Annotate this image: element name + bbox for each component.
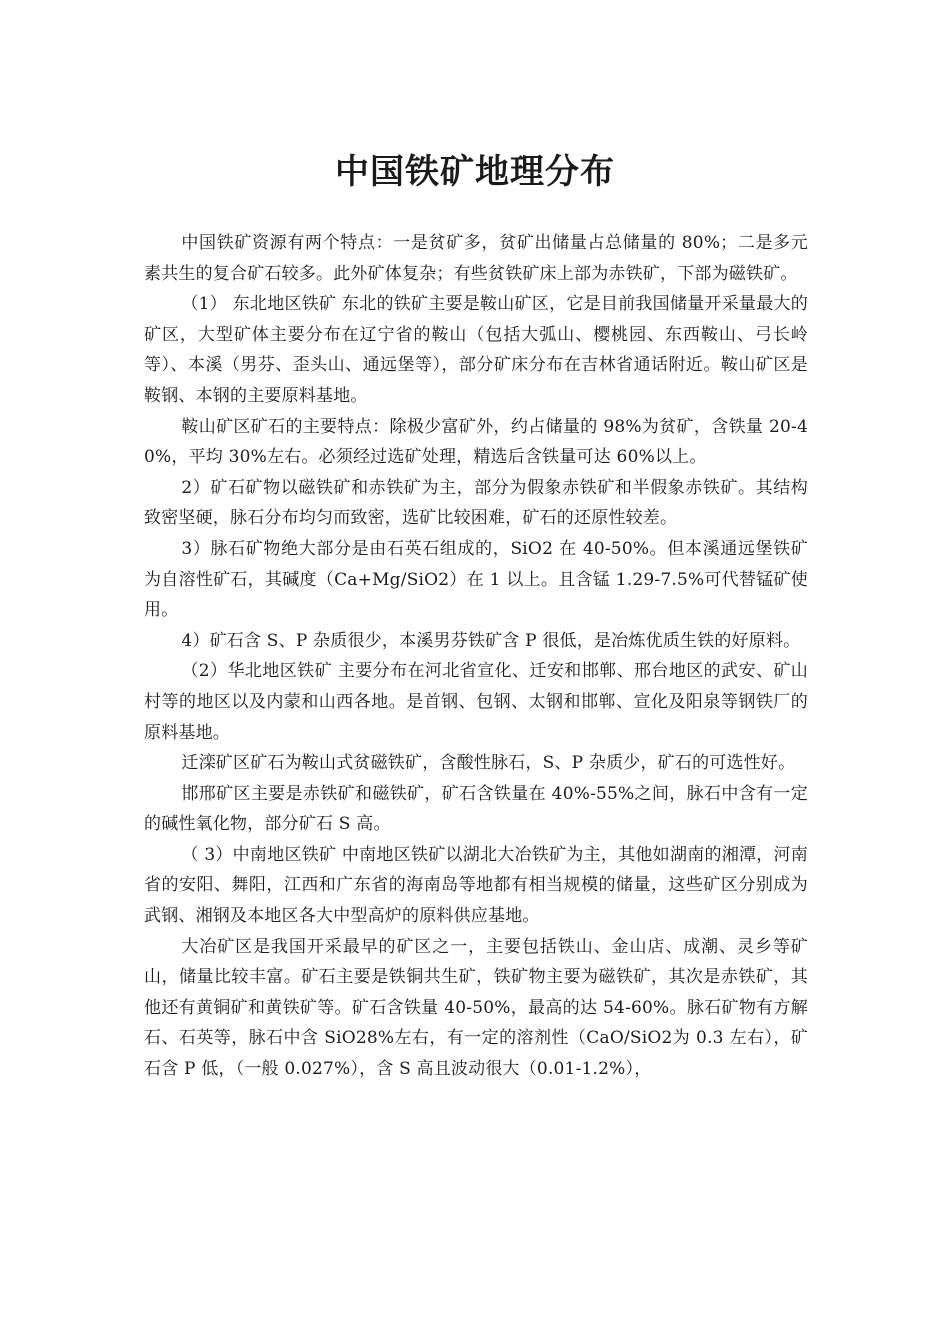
paragraph-north-china: （2）华北地区铁矿 主要分布在河北省宣化、迁安和邯郸、邢台地区的武安、矿山村等的地区以及内蒙和山西各地。是首钢、包钢、太钢和邯郸、宣化及阳泉等钢铁厂的原料基地。 bbox=[144, 661, 808, 743]
paragraph-point-2: 2）矿石矿物以磁铁矿和赤铁矿为主，部分为假象赤铁矿和半假象赤铁矿。其结构致密坚硬，脉石分布均匀而致密，选矿比较困难，矿石的还原性较差。 bbox=[144, 477, 808, 529]
paragraph-northeast: （1） 东北地区铁矿 东北的铁矿主要是鞍山矿区，它是目前我国储量开采量最大的矿区，大型矿体主要分布在辽宁省的鞍山（包括大弧山、樱桃园、东西鞍山、弓长岭等）、本溪（男芬、歪头山、通远堡等），部分矿床分布在吉林省通话附近。鞍山矿区是鞍钢、本钢的主要原料基地。 bbox=[144, 294, 808, 406]
paragraph-intro: 中国铁矿资源有两个特点：一是贫矿多，贫矿出储量占总储量的 80%；二是多元素共生的复合矿石较多。此外矿体复杂；有些贫铁矿床上部为赤铁矿，下部为磁铁矿。 bbox=[144, 233, 808, 284]
document-body bbox=[144, 228, 808, 1085]
paragraph-qianluan: 迁滦矿区矿石为鞍山式贫磁铁矿，含酸性脉石，S、P 杂质少，矿石的可选性好。 bbox=[181, 753, 796, 774]
paragraph-point-4: 4）矿石含 S、P 杂质很少，本溪男芬铁矿含 P 很低，是冶炼优质生铁的好原料。 bbox=[181, 630, 801, 651]
page-title: 中国铁矿地理分布 bbox=[335, 152, 615, 192]
paragraph-daye: 大冶矿区是我国开采最早的矿区之一，主要包括铁山、金山店、成潮、灵乡等矿山，储量比较丰富。矿石主要是铁铜共生矿，铁矿物主要为磁铁矿，其次是赤铁矿，其他还有黄铜矿和黄铁矿等。矿石含铁量 40-50%，最高的达 54-60%。脉石矿物有方解石、石英等，脉石中含 SiO28%左右，有一定的溶剂性（CaO/SiO2为 0.3 左右），矿石含 P 低，（一般 0.027%），含 S 高且波动很大（0.01-1.2%）， bbox=[144, 936, 808, 1080]
paragraph-central-south: （ 3）中南地区铁矿 中南地区铁矿以湖北大冶铁矿为主，其他如湖南的湘潭，河南省的安阳、舞阳，江西和广东省的海南岛等地都有相当规模的储量，这些矿区分别成为武钢、湘钢及本地区各大中型高炉的原料供应基地。 bbox=[144, 844, 808, 927]
paragraph-anshan-features: 鞍山矿区矿石的主要特点：除极少富矿外，约占储量的 98%为贫矿，含铁量 20-40%，平均 30%左右。必须经过选矿处理，精选后含铁量可达 60%以上。 bbox=[144, 416, 808, 468]
paragraph-hanxing: 邯邢矿区主要是赤铁矿和磁铁矿，矿石含铁量在 40%-55%之间，脉石中含有一定的碱性氧化物，部分矿石 S 高。 bbox=[144, 783, 808, 835]
paragraph-point-3: 3）脉石矿物绝大部分是由石英石组成的，SiO2 在 40-50%。但本溪通远堡铁矿为自溶性矿石，其碱度（Ca+Mg/SiO2）在 1 以上。且含锰 1.29-7.5%可代替锰矿使用。 bbox=[144, 538, 808, 621]
